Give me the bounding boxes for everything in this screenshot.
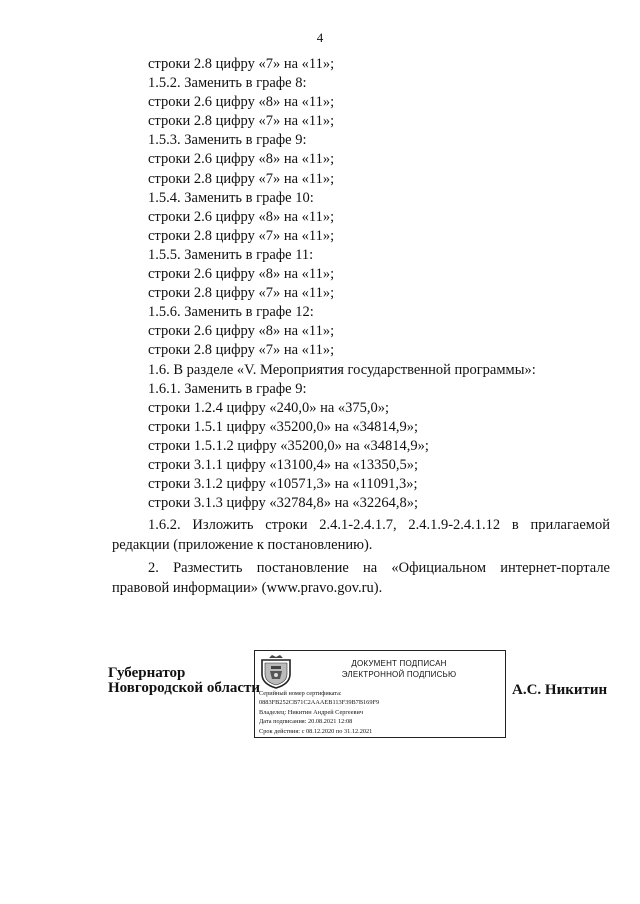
text-line: строки 3.1.3 цифру «32784,8» на «32264,8»; <box>148 495 419 512</box>
text-line: строки 2.6 цифру «8» на «11»; <box>148 323 335 340</box>
stamp-details <box>259 689 379 736</box>
coat-of-arms-icon <box>259 654 293 690</box>
text-line: строки 2.8 цифру «7» на «11»; <box>148 56 335 72</box>
text-line: 1.6.1. Заменить в графе 9: <box>148 380 307 397</box>
signing-date: Дата подписания: 20.08.2021 12:08 <box>259 718 353 726</box>
text-line: 1.5.3. Заменить в графе 9: <box>148 132 307 149</box>
stamp-heading-line: ЭЛЕКТРОННОЙ ПОДПИСЬЮ <box>341 670 457 679</box>
signer-name: А.С. Никитин <box>512 682 608 698</box>
amendment-lines <box>148 55 536 513</box>
text-line: строки 1.5.1.2 цифру «35200,0» на «34814,9»; <box>148 437 429 454</box>
text-line: 1.5.4. Заменить в графе 10: <box>148 189 314 206</box>
certificate-number: 0883FB252CB71C2AAAEB113F39B7B169F9 <box>259 699 380 707</box>
certificate-validity: Срок действия: с 08.12.2020 по 31.12.2021 <box>259 727 373 735</box>
text-line: строки 2.6 цифру «8» на «11»; <box>148 94 335 111</box>
certificate-label: Серийный номер сертификата: <box>259 690 342 697</box>
text-line: строки 2.8 цифру «7» на «11»; <box>148 113 335 130</box>
text-line: строки 3.1.2 цифру «10571,3» на «11091,3»; <box>148 476 418 493</box>
text-line: строки 2.6 цифру «8» на «11»; <box>148 151 335 168</box>
page-number: 4 <box>316 30 324 45</box>
signer-title <box>108 666 260 696</box>
stamp-heading <box>295 658 503 680</box>
text-line: строки 2.8 цифру «7» на «11»; <box>148 342 335 359</box>
stamp-heading-line: ДОКУМЕНТ ПОДПИСАН <box>351 659 447 668</box>
text-line: 1.5.5. Заменить в графе 11: <box>148 246 314 263</box>
paragraph-1-6-2: 1.6.2. Изложить строки 2.4.1-2.4.1.7, 2.4.1.9-2.4.1.12 в прилагаемой редакции (приложение к постановлению). <box>112 517 610 553</box>
text-line: строки 1.2.4 цифру «240,0» на «375,0»; <box>148 399 390 416</box>
text-line: строки 1.5.1 цифру «35200,0» на «34814,9»; <box>148 418 419 435</box>
electronic-signature-stamp <box>254 650 506 738</box>
text-line: строки 2.8 цифру «7» на «11»; <box>148 227 335 244</box>
text-line: 1.5.6. Заменить в графе 12: <box>148 304 314 321</box>
text-line: 1.6. В разделе «V. Мероприятия государственной программы»: <box>148 361 536 378</box>
signer-title-line: Губернатор <box>108 665 186 681</box>
certificate-owner: Владелец: Никитин Андрей Сергеевич <box>259 708 364 716</box>
text-line: строки 3.1.1 цифру «13100,4» на «13350,5»; <box>148 456 419 473</box>
text-line: 1.5.2. Заменить в графе 8: <box>148 75 307 92</box>
text-line: строки 2.6 цифру «8» на «11»; <box>148 208 335 225</box>
text-line: строки 2.6 цифру «8» на «11»; <box>148 266 335 283</box>
text-line: строки 2.8 цифру «7» на «11»; <box>148 170 335 187</box>
signer-title-line: Новгородской области <box>108 680 261 696</box>
text-line: строки 2.8 цифру «7» на «11»; <box>148 285 335 302</box>
paragraph-2: 2. Разместить постановление на «Официальном интернет-портале правовой информации» (www.pravo.gov.ru). <box>112 560 610 596</box>
